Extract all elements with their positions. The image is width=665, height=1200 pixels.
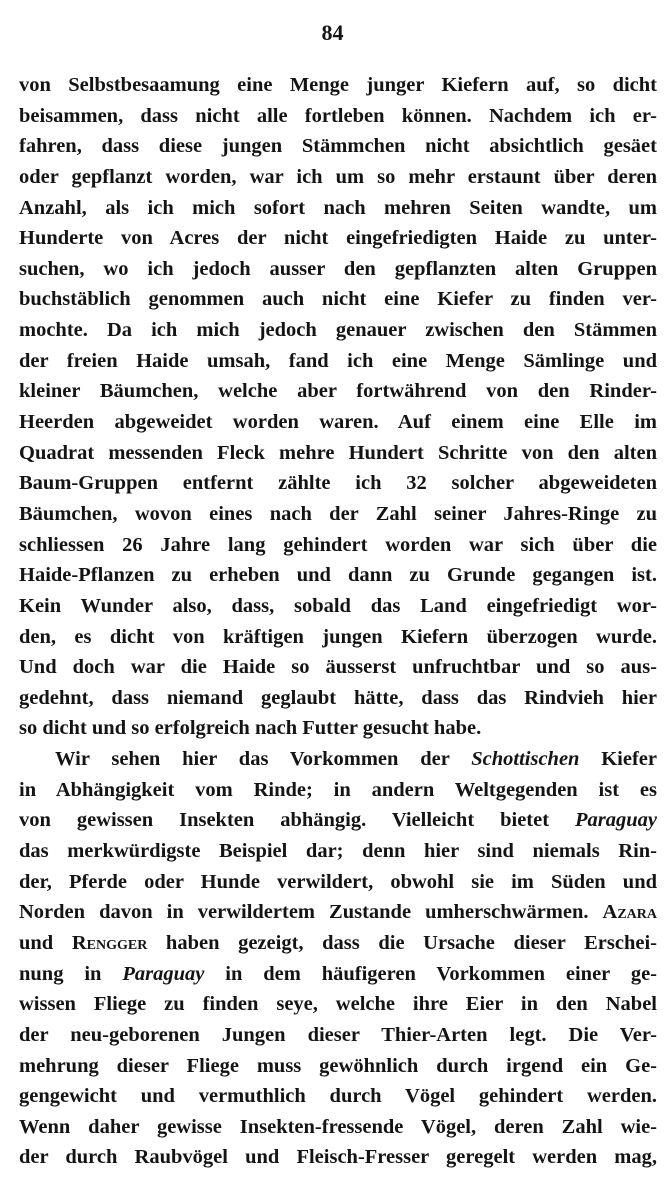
emphasized-text: Paraguay [575,809,657,832]
emphasized-text: Paraguay [122,962,205,985]
text-line [19,468,657,499]
text-line [19,805,657,836]
text-line [19,530,657,561]
text-run: Und doch war die Haide so äusserst unfruchtbar und so aus- [19,656,657,679]
text-run: von Selbstbesaamung eine Menge junger Kiefern auf, so dicht [19,74,657,96]
text-line [19,1142,657,1173]
text-run: von gewissen Insekten abhängig. Vielleicht bietet [19,809,575,832]
text-line [19,560,657,591]
text-line [19,223,657,254]
text-line [19,438,657,469]
text-run: schliessen 26 Jahre lang gehindert worden war sich über die [19,533,657,556]
text-run: in dem häufigeren Vorkommen einer ge- [204,962,657,985]
text-run: Haide-Pflanzen zu erheben und dann zu Grunde gegangen ist. [19,564,657,587]
text-line [19,162,657,193]
emphasized-text: Schottischen [471,748,580,771]
text-run: Norden davon in verwildertem Zustande umherschwärmen. [19,901,603,924]
text-run: kleiner Bäumchen, welche aber fortwährend von den Rinder- [19,380,657,403]
text-line [19,622,657,653]
text-run: Baum-Gruppen entfernt zählte ich 32 solcher abgeweideten [19,472,657,495]
text-line [19,591,657,622]
text-run: Wenn daher gewisse Insekten-fressende Vögel, deren Zahl wie- [19,1115,657,1138]
text-line [19,315,657,346]
text-line [19,1020,657,1051]
text-line [19,346,657,377]
text-line [19,897,657,928]
text-run: Kein Wunder also, dass, sobald das Land eingefriedigt wor- [19,594,657,617]
text-line [19,867,657,898]
text-run: der neu-geborenen Jungen dieser Thier-Arten legt. Die Ver- [19,1023,657,1046]
text-run: mochte. Da ich mich jedoch genauer zwischen den Stämmen [19,319,657,342]
text-run: Wir sehen hier das Vorkommen der [55,748,472,771]
text-run: nung in [19,962,123,985]
body-text [19,70,657,1173]
text-run: suchen, wo ich jedoch ausser den gepflanzten alten Gruppen [19,257,657,280]
text-run: gengewicht und vermuthlich durch Vögel gehindert werden. [19,1085,657,1108]
text-run: mehrung dieser Fliege muss gewöhnlich durch irgend ein Ge- [19,1054,657,1077]
text-line [19,131,657,162]
text-run: Quadrat messenden Fleck mehre Hundert Schritte von den alten [19,441,657,464]
text-run: der freien Haide umsah, fand ich eine Menge Sämlinge und [19,349,657,372]
text-run: wissen Fliege zu finden seye, welche ihre Eier in den Nabel [19,993,657,1016]
text-line [19,101,657,132]
text-line [19,376,657,407]
text-line [19,652,657,683]
author-name: Azara [602,901,657,924]
text-run: buchstäblich genommen auch nicht eine Kiefer zu finden ver- [19,288,657,311]
text-run: gedehnt, dass niemand geglaubt hätte, dass das Rindvieh hier [19,686,657,709]
text-line [19,1081,657,1112]
text-line [19,775,657,806]
text-run: Bäumchen, wovon eines nach der Zahl seiner Jahres-Ringe zu [19,502,657,525]
text-run: so dicht und so erfolgreich nach Futter gesucht habe. [19,717,482,740]
text-line [19,1051,657,1082]
text-run: Heerden abgeweidet worden waren. Auf einem eine Elle im [19,411,657,434]
text-line [19,713,657,744]
text-run: der, Pferde oder Hunde verwildert, obwohl sie im Süden und [19,870,657,893]
text-run: den, es dicht von kräftigen jungen Kiefern überzogen wurde. [19,625,657,648]
text-line [19,1112,657,1143]
text-run: und [19,931,72,954]
text-run: Kiefer [579,748,657,771]
page-number: 84 [321,20,344,45]
text-line [19,836,657,867]
text-line [19,407,657,438]
text-run: in Abhängigkeit vom Rinde; in andern Weltgegenden ist es [19,778,657,801]
text-line [19,254,657,285]
text-line [19,683,657,714]
text-run: Hunderte von Acres der nicht eingefriedigten Haide zu unter- [19,227,657,250]
text-line [19,499,657,530]
text-run: Anzahl, als ich mich sofort nach mehren Seiten wandte, um [19,196,657,219]
text-line [19,284,657,315]
text-line [19,959,657,990]
text-run: haben gezeigt, dass die Ursache dieser Erschei- [147,931,657,954]
text-run: oder gepflanzt worden, war ich um so mehr erstaunt über deren [19,165,657,188]
text-line [19,744,657,775]
text-run: der durch Raubvögel und Fleisch-Fresser geregelt werden mag, [19,1146,657,1169]
text-line [19,70,657,101]
text-run: das merkwürdigste Beispiel dar; denn hier sind niemals Rin- [19,840,657,863]
text-run: fahren, dass diese jungen Stämmchen nicht absichtlich gesäet [19,135,657,158]
text-run: beisammen, dass nicht alle fortleben können. Nachdem ich er- [19,104,657,127]
text-line [19,989,657,1020]
author-name: Rengger [71,931,148,954]
text-line [19,928,657,959]
text-line [19,193,657,224]
